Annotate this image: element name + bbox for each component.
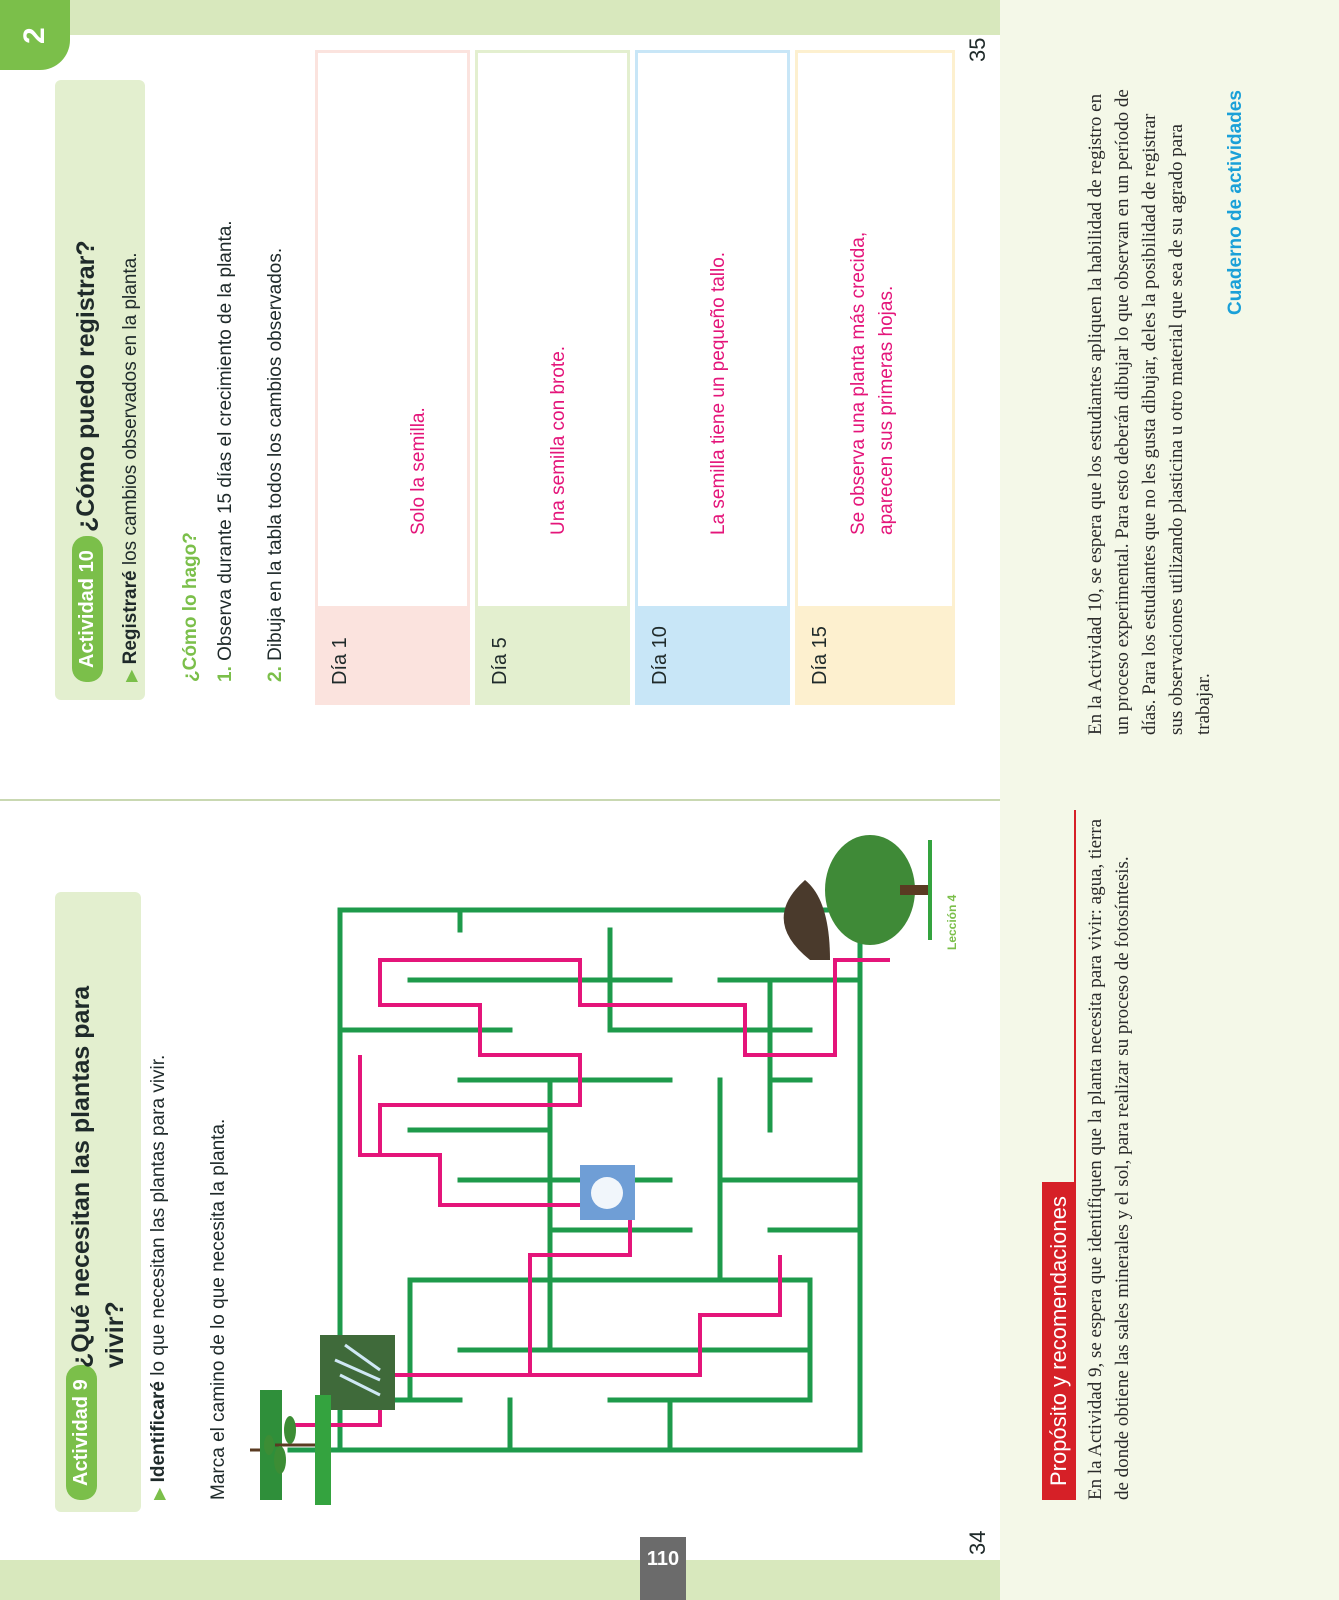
- objective-verb: Identificaré: [148, 1381, 169, 1483]
- how-to-heading: ¿Cómo lo hago?: [180, 532, 201, 682]
- unit-number: 2: [18, 27, 51, 44]
- table-row-day-10: [635, 50, 790, 705]
- row-answer: Una semilla con brote.: [548, 345, 569, 535]
- step-1-number: 1.: [215, 666, 236, 682]
- tree-picture: [820, 820, 940, 960]
- table-row-day-15: [795, 50, 955, 705]
- sun-icon: [591, 1177, 623, 1209]
- unit-number-badge: [0, 0, 70, 70]
- triangle-bullet-icon-2: ▶: [123, 669, 140, 682]
- guide-left-paragraph: En la Actividad 9, se espera que identifiquen que la planta necesita para vivir: agua, tierra de donde obtiene las sales minerales y el sol, para realizar su proceso de fotosíntesis.: [1085, 818, 1133, 1500]
- step-2-text: Dibuja en la tabla todos los cambios observados.: [265, 247, 286, 661]
- page-number-35: 35: [965, 37, 990, 62]
- step-1: [215, 42, 237, 682]
- activity-10-title: ¿Cómo puedo registrar?: [72, 240, 100, 532]
- table-row-day-5: [475, 50, 630, 705]
- lesson-tag: Lección 4: [945, 894, 959, 950]
- observation-table: [315, 50, 965, 705]
- page-number-34: 34: [965, 1530, 990, 1555]
- step-1-text: Observa durante 15 días el crecimiento de la planta.: [215, 220, 236, 661]
- table-row-day-1: [315, 50, 470, 705]
- page-fold: [0, 799, 1000, 801]
- objective-text-2: los cambios observados en la planta.: [120, 252, 141, 571]
- activity-9-objective: [148, 860, 170, 1500]
- objective-text: lo que necesitan las plantas para vivir.: [148, 1054, 169, 1382]
- cuaderno-link[interactable]: Cuaderno de actividades: [1225, 90, 1246, 315]
- page-tab-number: 110: [646, 1548, 680, 1570]
- guide-right-paragraph: En la Actividad 10, se espera que los estudiantes apliquen la habilidad de registro en un proceso experimental. Para esto deberán dibujar lo que observan en un período de días. Para los estudiantes que no les gusta dibujar, deles la posibilidad de registrar sus observaciones utilizando plasticina u otro material que sea de su agrado para trabajar.: [1085, 89, 1214, 735]
- young-plant-picture: [255, 1375, 335, 1515]
- activity-9-badge: Actividad 9: [66, 1365, 97, 1500]
- row-answer: Solo la semilla.: [408, 407, 429, 535]
- maze-instruction: Marca el camino de lo que necesita la planta.: [208, 1118, 229, 1500]
- activity-10-objective: [120, 42, 142, 682]
- activity-10-badge: Actividad 10: [72, 536, 103, 682]
- guide-title-rule: [1074, 810, 1076, 1500]
- objective-verb-2: Registraré: [120, 570, 141, 665]
- row-label: Día 10: [649, 626, 671, 685]
- guide-section-title: Propósito y recomendaciones: [1042, 1182, 1076, 1500]
- row-answer: La semilla tiene un pequeño tallo.: [708, 251, 729, 535]
- step-2-number: 2.: [265, 666, 286, 682]
- row-label: Día 15: [809, 626, 831, 685]
- triangle-bullet-icon: ▶: [151, 1487, 168, 1500]
- activity-9-title: ¿Qué necesitan las plantas para vivir?: [67, 985, 129, 1368]
- page-tab-110-label: [640, 1537, 686, 1600]
- step-2: [265, 42, 287, 682]
- row-label: Día 5: [489, 637, 511, 685]
- row-answer: Se observa una planta más crecida, aparecen sus primeras hojas.: [848, 231, 897, 535]
- row-label: Día 1: [329, 637, 351, 685]
